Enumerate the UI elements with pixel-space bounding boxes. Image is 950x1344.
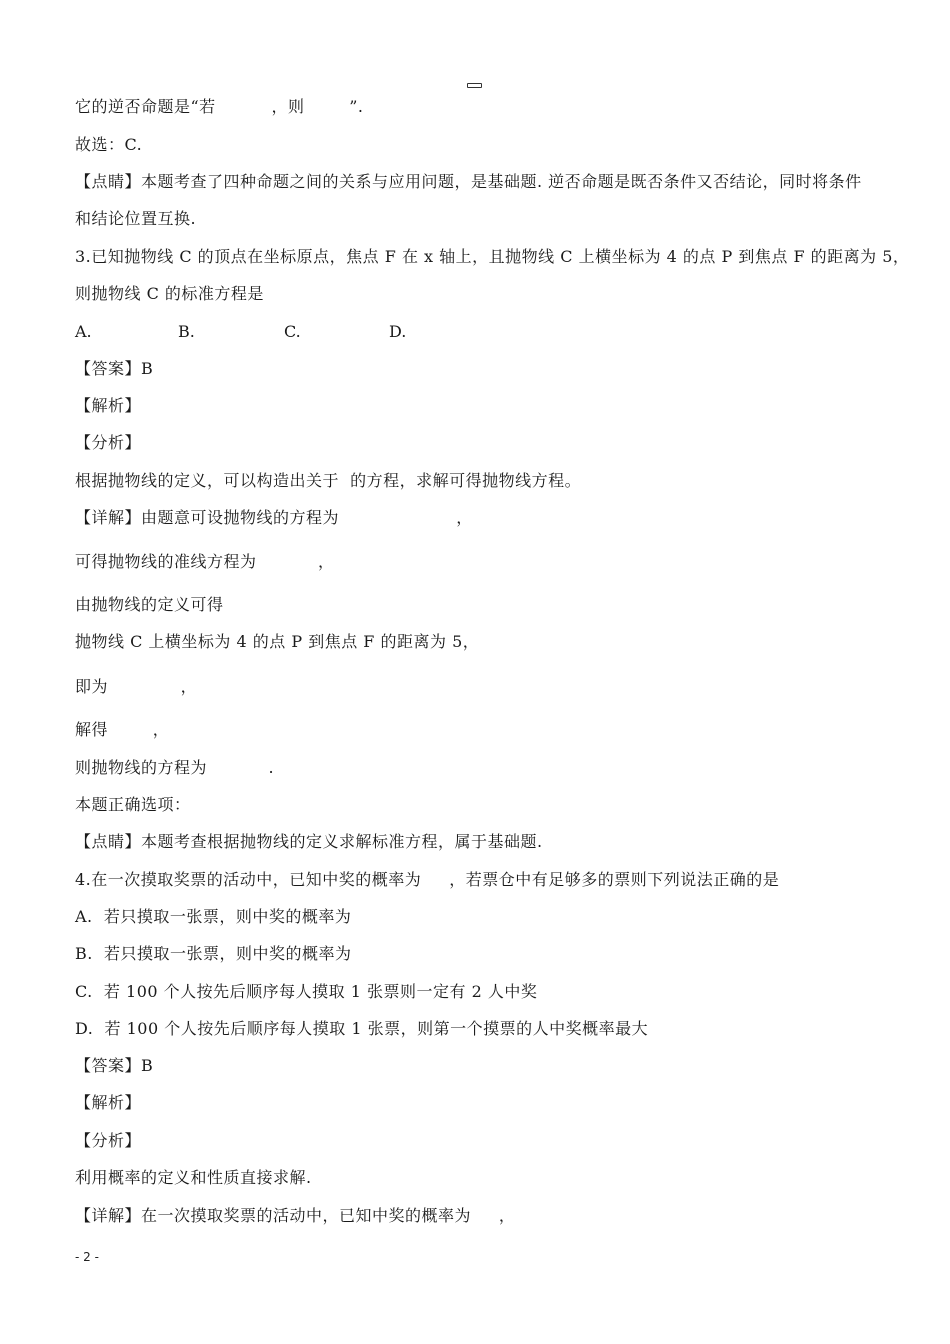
detail-label: 【详解】在一次摸取奖票的活动中，已知中奖的概率为 ，	[75, 1206, 516, 1225]
text-line: 和结论位置互换.	[75, 209, 197, 228]
comment-line: 【点睛】本题考查根据抛物线的定义求解标准方程，属于基础题.	[75, 832, 543, 851]
text-line: 利用概率的定义和性质直接求解.	[75, 1168, 312, 1187]
text-line: 它的逆否命题是“若 ，则 ”.	[75, 97, 364, 116]
question-4: 4.在一次摸取奖票的活动中，已知中奖的概率为 ，若票仓中有足够多的票则下列说法正确的是	[75, 870, 780, 889]
option-d-q4: D. 若 100 个人按先后顺序每人摸取 1 张票，则第一个摸票的人中奖概率最大	[75, 1019, 649, 1038]
option-d: D.	[389, 322, 407, 341]
text-line: 故选：C.	[75, 135, 143, 154]
header-mark	[467, 83, 482, 88]
option-b: B.	[178, 322, 195, 341]
answer-label: 【答案】B	[75, 1056, 154, 1075]
text-line: 由抛物线的定义可得	[75, 595, 224, 614]
answer-label: 【答案】B	[75, 359, 154, 378]
option-c: C.	[284, 322, 301, 341]
text-line: 抛物线 C 上横坐标为 4 的点 P 到焦点 F 的距离为 5，	[75, 632, 480, 651]
option-a: A.	[75, 322, 92, 341]
text-line: 本题正确选项：	[75, 795, 191, 814]
analysis-sub-label: 【分析】	[75, 433, 142, 452]
option-a-q4: A. 若只摸取一张票，则中奖的概率为	[75, 907, 352, 926]
detail-label: 【详解】由题意可设抛物线的方程为 ，	[75, 508, 473, 527]
text-line: 则抛物线的方程为 .	[75, 758, 275, 777]
text-line: 解得 ，	[75, 720, 170, 739]
text-line: 则抛物线 C 的标准方程是	[75, 284, 264, 303]
analysis-sub-label: 【分析】	[75, 1131, 142, 1150]
text-line: 【点睛】本题考查了四种命题之间的关系与应用问题，是基础题. 逆否命题是既否条件又否结论，同时将条件	[75, 172, 862, 191]
analysis-label: 【解析】	[75, 396, 142, 415]
option-c-q4: C. 若 100 个人按先后顺序每人摸取 1 张票则一定有 2 人中奖	[75, 982, 538, 1001]
text-line: 可得抛物线的准线方程为 ，	[75, 552, 335, 571]
text-line: 即为 ，	[75, 677, 198, 696]
page-number: - 2 -	[75, 1250, 99, 1264]
option-b-q4: B. 若只摸取一张票，则中奖的概率为	[75, 944, 352, 963]
question-3: 3.已知抛物线 C 的顶点在坐标原点，焦点 F 在 x 轴上，且抛物线 C 上横坐标为 4 的点 P 到焦点 F 的距离为 5，	[75, 247, 910, 266]
text-line: 根据抛物线的定义，可以构造出关于 的方程，求解可得抛物线方程。	[75, 471, 582, 490]
analysis-label: 【解析】	[75, 1093, 142, 1112]
